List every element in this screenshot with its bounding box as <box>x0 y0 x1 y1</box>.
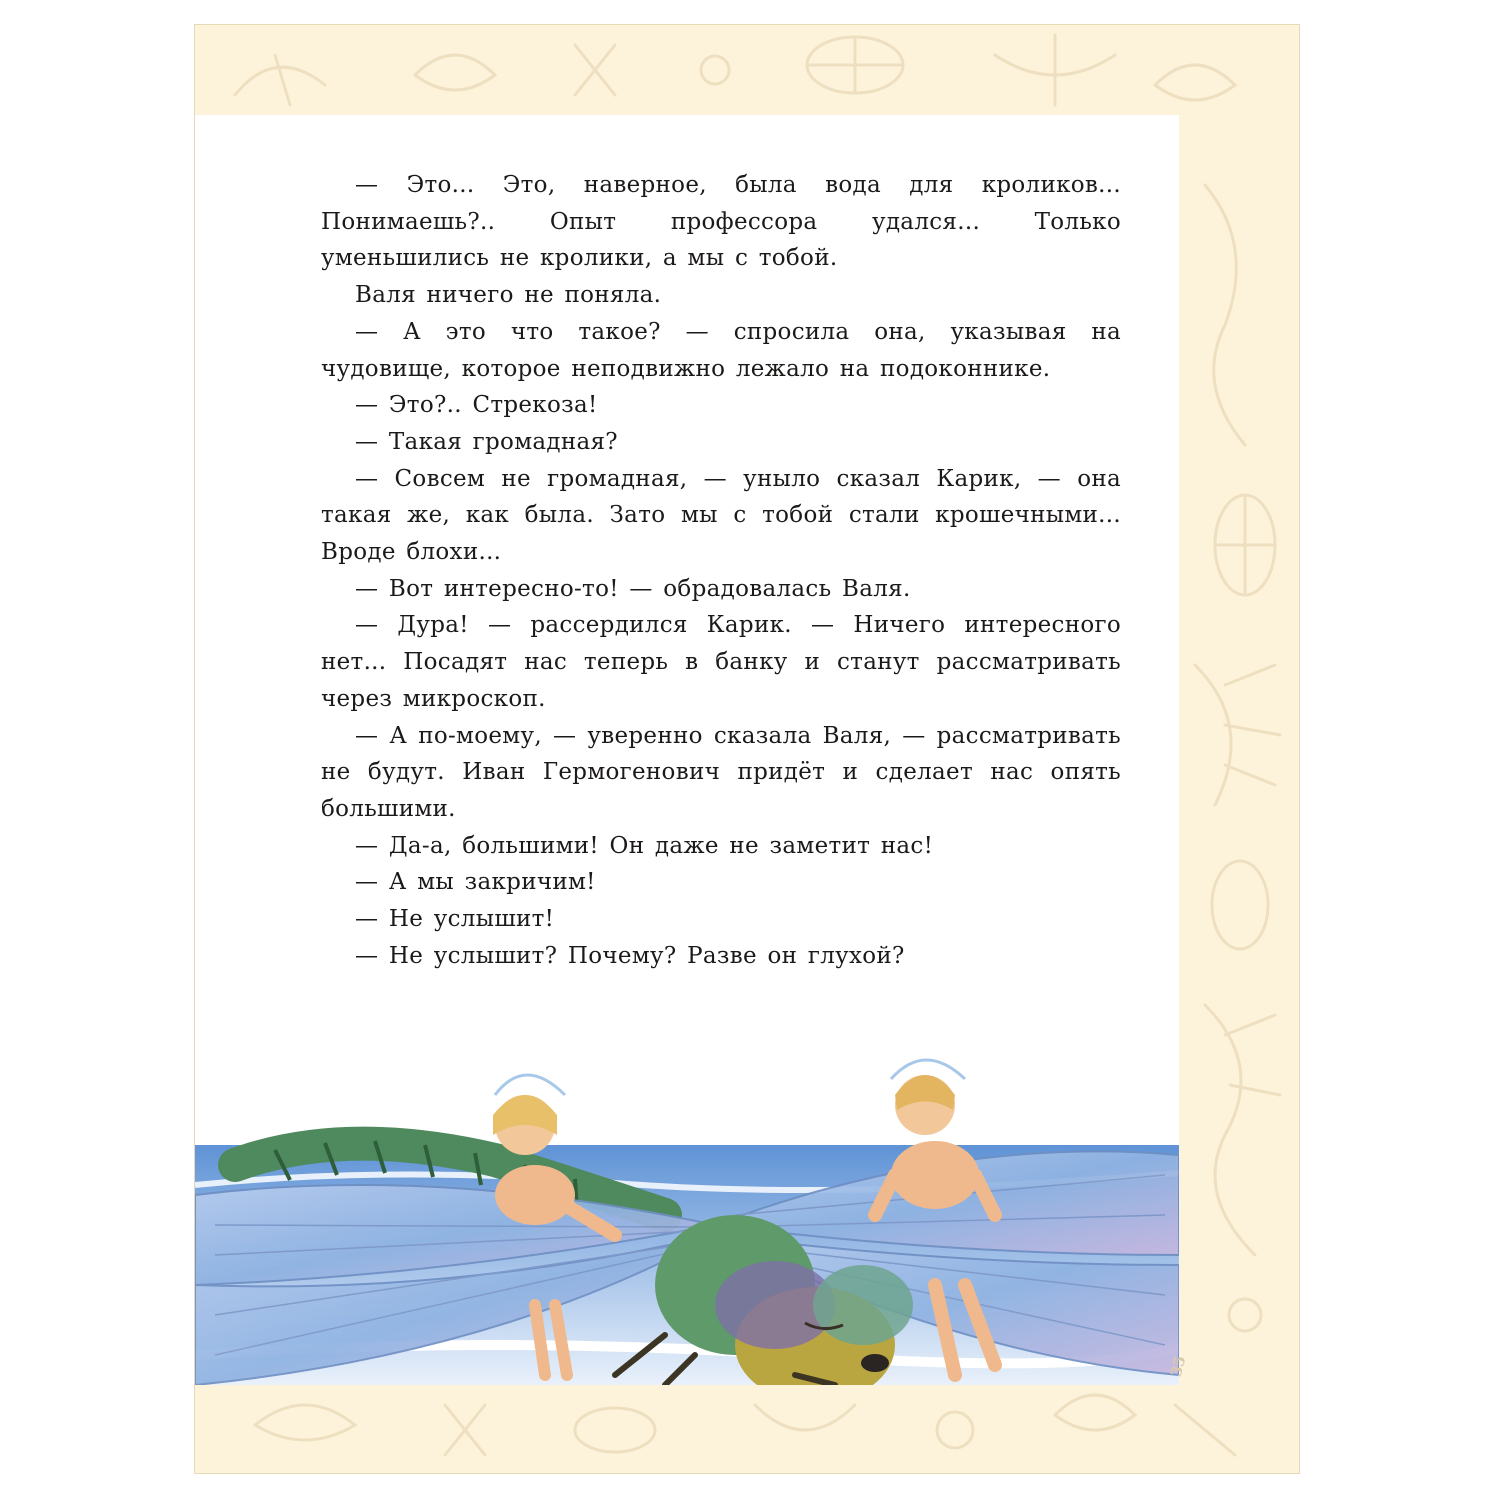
paragraph: — Это... Это, наверное, была вода для кроликов... Понимаешь?.. Опыт профессора удался... Только уменьшились не кролики, а мы с тобой. <box>321 172 1121 272</box>
paragraph: — Совсем не громадная, — уныло сказал Карик, — она такая же, как была. Зато мы с тобой стали крошечными... Вроде блохи... <box>321 465 1121 566</box>
paragraph: — Это?.. Стрекоза! <box>355 392 598 419</box>
dragonfly-illustration <box>195 1055 1179 1385</box>
story-text <box>321 167 1121 974</box>
paragraph: Валя ничего не поняла. <box>355 282 662 309</box>
paragraph: — А по-моему, — уверенно сказала Валя, — рассматривать не будут. Иван Гермогенович придёт и сделает нас опять большими. <box>321 722 1121 822</box>
paragraph: — Да-а, большими! Он даже не заметит нас! <box>355 832 934 859</box>
paragraph: — А мы закричим! <box>355 869 596 896</box>
paragraph: — Такая громадная? <box>355 428 618 455</box>
paragraph: — Дура! — рассердился Карик. — Ничего интересного нет... Посадят нас теперь в банку и станут рассматривать через микроскоп. <box>321 612 1121 712</box>
paragraph: — Вот интересно-то! — обрадовалась Валя. <box>355 575 911 602</box>
book-page <box>194 24 1300 1474</box>
paragraph: — А это что такое? — спросила она, указывая на чудовище, которое неподвижно лежало на подоконнике. <box>321 318 1121 382</box>
page-number: 35 <box>1166 1353 1190 1379</box>
paragraph: — Не услышит! <box>355 906 555 933</box>
text-panel <box>195 115 1179 1385</box>
paragraph: — Не услышит? Почему? Разве он глухой? <box>355 942 905 969</box>
